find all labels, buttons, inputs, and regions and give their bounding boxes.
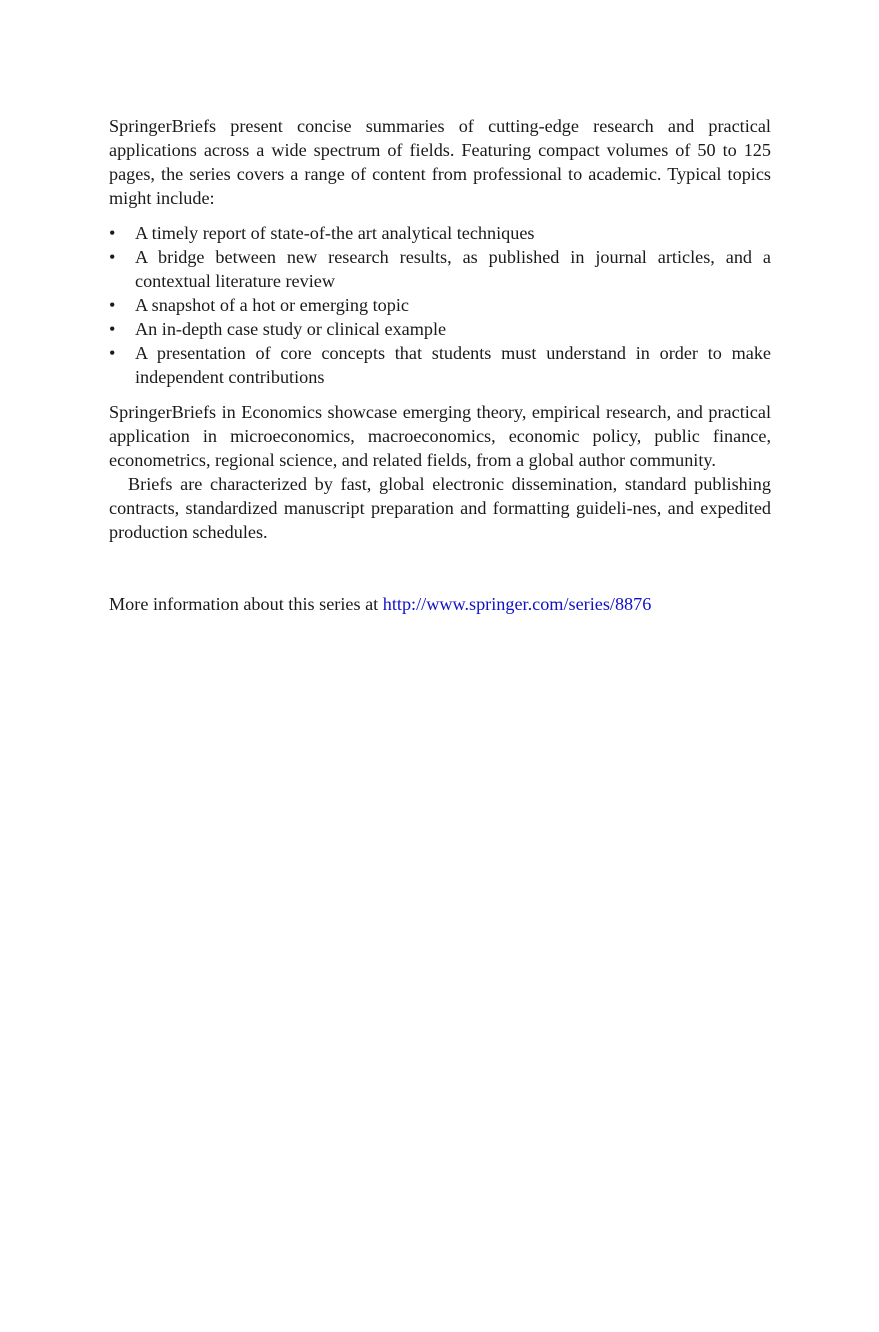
bullet-icon: • — [109, 223, 116, 243]
more-info-line — [109, 592, 771, 616]
list-item — [109, 293, 771, 317]
briefs-paragraph: Briefs are characterized by fast, global electronic dissemination, standard publishing contracts, standardized manuscript preparation and formatting guideli-nes, and expedited production schedules. — [109, 474, 771, 542]
series-description — [109, 114, 771, 616]
economics-paragraph: SpringerBriefs in Economics showcase emerging theory, empirical research, and practical application in microeconomics, macroeconomics, economic policy, public finance, econometrics, regional science, and related fields, from a global author community. — [109, 402, 771, 470]
topics-list — [109, 221, 771, 389]
topic-text: An in-depth case study or clinical example — [135, 319, 447, 339]
bullet-icon: • — [109, 295, 116, 315]
topic-text: A bridge between new research results, as published in journal articles, and a contextual literature review — [135, 247, 771, 291]
series-link[interactable]: http://www.springer.com/series/8876 — [382, 594, 652, 614]
topic-text: A presentation of core concepts that students must understand in order to make independent contributions — [135, 343, 771, 387]
topic-text: A snapshot of a hot or emerging topic — [135, 295, 409, 315]
bullet-icon: • — [109, 247, 116, 267]
list-item — [109, 341, 771, 389]
intro-paragraph: SpringerBriefs present concise summaries of cutting-edge research and practical applications across a wide spectrum of fields. Featuring compact volumes of 50 to 125 pages, the series covers a range of content from professional to academic. Typical topics might include: — [109, 116, 771, 208]
list-item — [109, 221, 771, 245]
more-info-prefix: More information about this series at — [109, 594, 383, 614]
list-item — [109, 317, 771, 341]
bullet-icon: • — [109, 319, 116, 339]
list-item — [109, 245, 771, 293]
topic-text: A timely report of state-of-the art analytical techniques — [135, 223, 535, 243]
bullet-icon: • — [109, 343, 116, 363]
